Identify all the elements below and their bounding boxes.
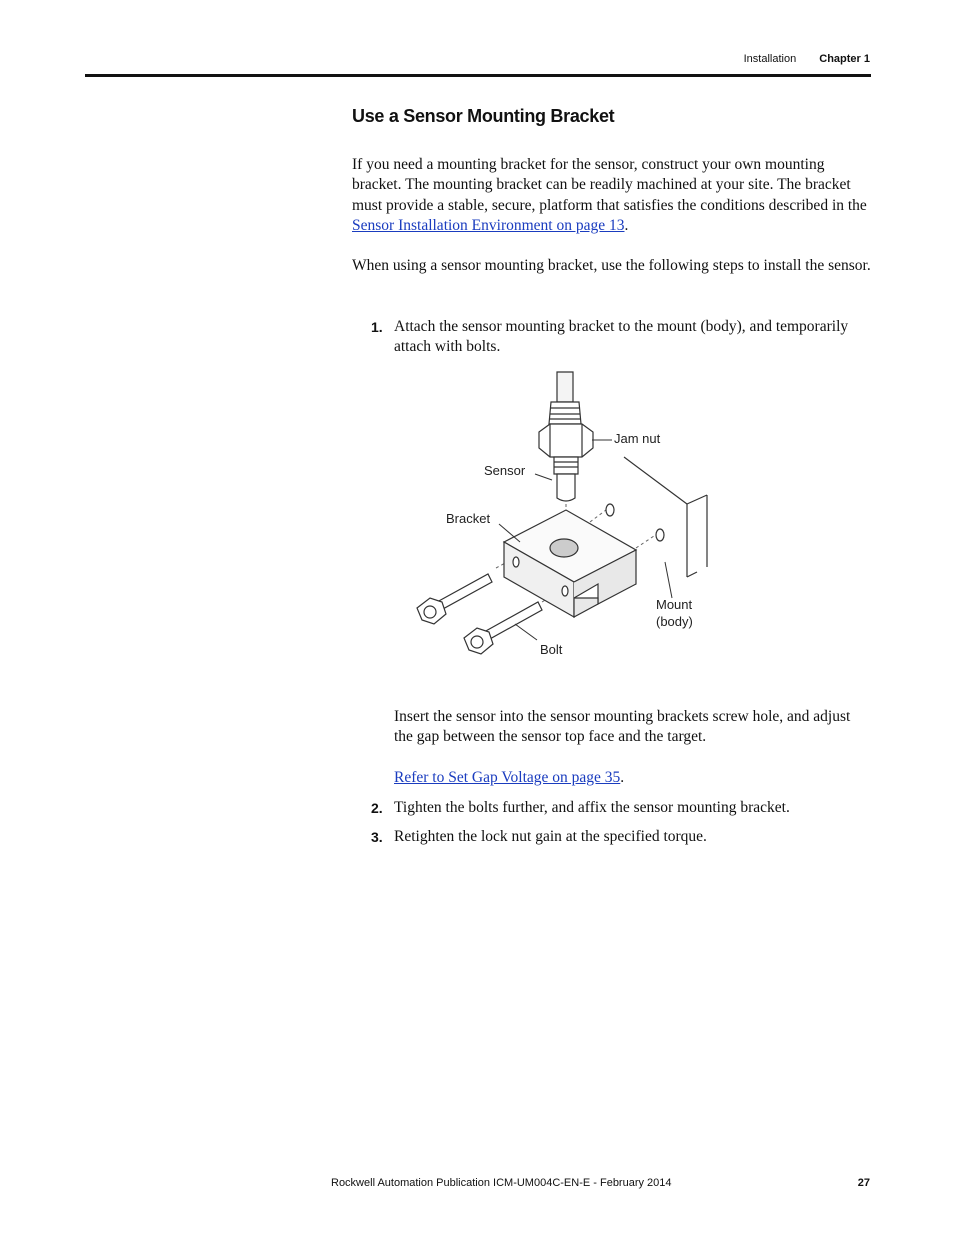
bolt-label: Bolt bbox=[540, 642, 563, 657]
page-number: 27 bbox=[857, 1177, 870, 1189]
jam-nut-label: Jam nut bbox=[614, 431, 661, 446]
set-gap-voltage-link[interactable]: Refer to Set Gap Voltage on page 35 bbox=[394, 769, 621, 786]
refer-paragraph bbox=[394, 768, 872, 788]
intro-text: If you need a mounting bracket for the sensor, construct your own mounting bracket. The mounting bracket can be readily machined at your site. The bracket must provide a stable, secure, platform that satisfies the conditions described in the bbox=[352, 156, 867, 214]
bracket-drawing bbox=[504, 504, 664, 617]
header-chapter: Chapter 1 bbox=[819, 53, 870, 65]
publication-info: Rockwell Automation Publication ICM-UM004C-EN-E - February 2014 bbox=[331, 1177, 672, 1189]
step-text: Tighten the bolts further, and affix the sensor mounting bracket. bbox=[394, 799, 790, 816]
sensor-environment-link[interactable]: Sensor Installation Environment on page 13 bbox=[352, 216, 625, 234]
header-section: Installation bbox=[743, 53, 797, 65]
mount-body-label: (body) bbox=[656, 614, 693, 629]
intro-paragraph bbox=[352, 155, 872, 236]
step-text: Attach the sensor mounting bracket to the mount (body), and temporarily attach with bolts. bbox=[394, 318, 849, 356]
bracket-installation-figure bbox=[392, 362, 722, 682]
intro-text-end: . bbox=[624, 216, 629, 234]
section-title: Use a Sensor Mounting Bracket bbox=[352, 106, 615, 126]
lead-in-paragraph: When using a sensor mounting bracket, use the following steps to install the sensor. bbox=[352, 257, 871, 274]
mount-label: Mount bbox=[656, 597, 693, 612]
step-number: 2. bbox=[371, 800, 383, 816]
sensor-label: Sensor bbox=[484, 463, 526, 478]
sensor-drawing bbox=[539, 372, 593, 501]
insert-instruction: Insert the sensor into the sensor mounting brackets screw hole, and adjust the gap between the sensor top face and the target. bbox=[394, 708, 851, 746]
bracket-label: Bracket bbox=[446, 511, 491, 526]
step-number: 1. bbox=[371, 319, 383, 335]
step-text: Retighten the lock nut gain at the specified torque. bbox=[394, 828, 707, 845]
refer-text-end: . bbox=[620, 769, 625, 786]
step-number: 3. bbox=[371, 829, 383, 845]
header-rule bbox=[85, 74, 871, 77]
running-header bbox=[744, 53, 870, 65]
